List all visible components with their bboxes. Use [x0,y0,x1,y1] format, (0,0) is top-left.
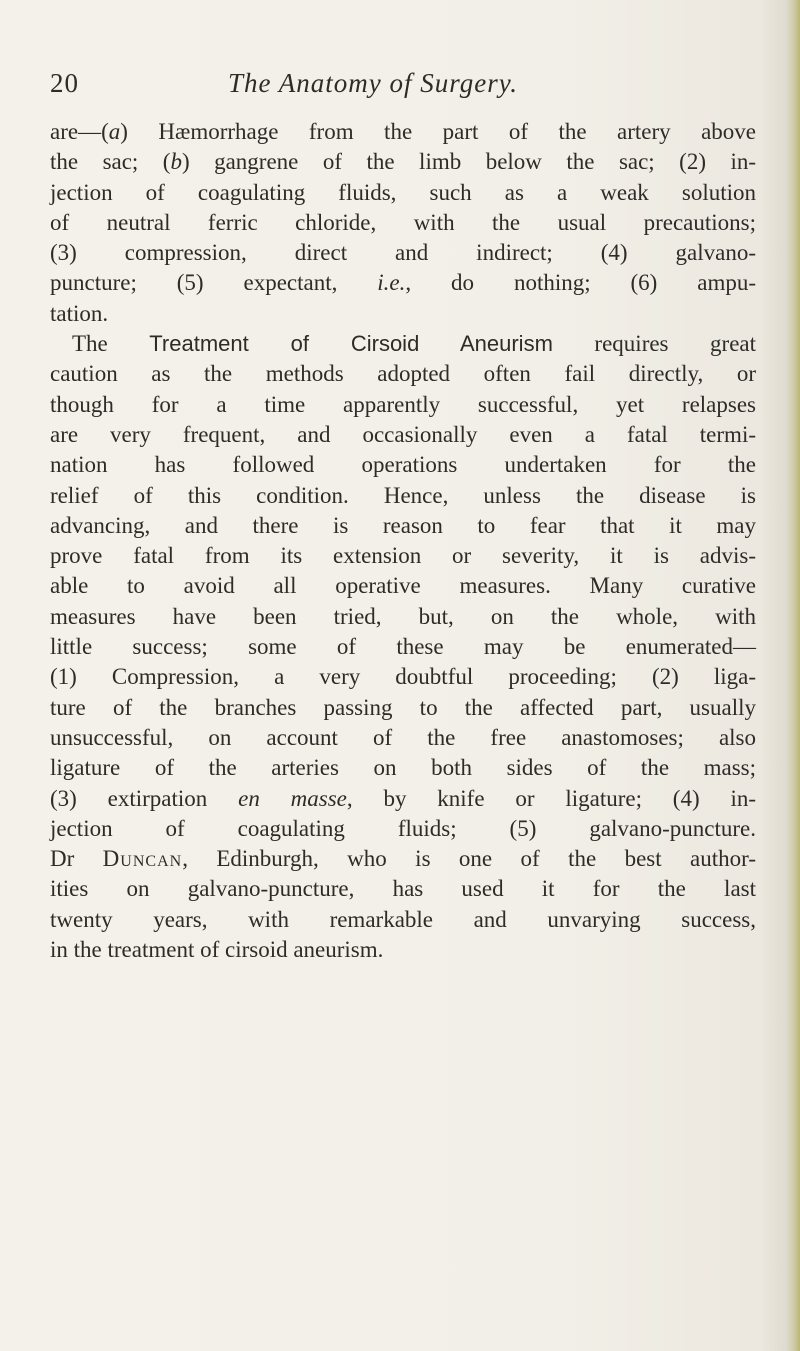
page-number: 20 [50,68,79,98]
text-line: (1) Compression, a very doubtful proceeding; (2) liga- [50,664,756,690]
text-line: (3) extirpation en masse, by knife or ligature; (4) in- [50,785,756,811]
text-line: ities on galvano-puncture, has used it for the last [50,876,756,902]
text-line: caution as the methods adopted often fail directly, or [50,361,756,387]
text-line: nation has followed operations undertaken for the [50,452,756,478]
text-line: prove fatal from its extension or severity, it is advis- [50,543,756,569]
text-line: twenty years, with remarkable and unvarying success, [50,906,756,932]
text-line: ligature of the arteries on both sides of the mass; [50,755,756,781]
text-line: in the treatment of cirsoid aneurism. [50,937,384,963]
text-line: measures have been tried, but, on the whole, with [50,603,756,629]
text-line: ture of the branches passing to the affected part, usually [50,694,756,720]
text-line: advancing, and there is reason to fear that it may [50,512,756,538]
text-line: little success; some of these may be enumerated— [50,634,756,660]
page-edge-shadow [786,0,800,1351]
text-line: jection of coagulating fluids; (5) galvano-puncture. [50,815,756,841]
text-line: unsuccessful, on account of the free anastomoses; also [50,724,756,750]
running-title: The Anatomy of Surgery. [228,68,518,98]
text-line: though for a time apparently successful, yet relapses [50,391,756,417]
text-line: Dr Duncan, Edinburgh, who is one of the best author- [50,846,756,872]
section-heading-line: The Treatment of Cirsoid Aneurism requires great [72,331,756,357]
text-line: able to avoid all operative measures. Many curative [50,573,756,599]
text-line: are—(a) Hæmorrhage from the part of the artery above [50,119,756,144]
author-name: Duncan [102,846,183,872]
body-text [50,117,756,965]
text-line: of neutral ferric chloride, with the usual precautions; [50,209,756,235]
text-line: puncture; (5) expectant, i.e., do nothing; (6) ampu- [50,270,756,296]
running-header [50,68,750,108]
text-line: are very frequent, and occasionally even a fatal termi- [50,421,756,447]
text-line: relief of this condition. Hence, unless the disease is [50,482,756,508]
text-line: (3) compression, direct and indirect; (4) galvano- [50,240,756,266]
section-heading: Treatment of Cirsoid Aneurism [149,331,553,357]
text-line: the sac; (b) gangrene of the limb below the sac; (2) in- [50,149,757,175]
text-line: jection of coagulating fluids, such as a weak solution [50,179,756,205]
text-line: tation. [50,300,109,326]
